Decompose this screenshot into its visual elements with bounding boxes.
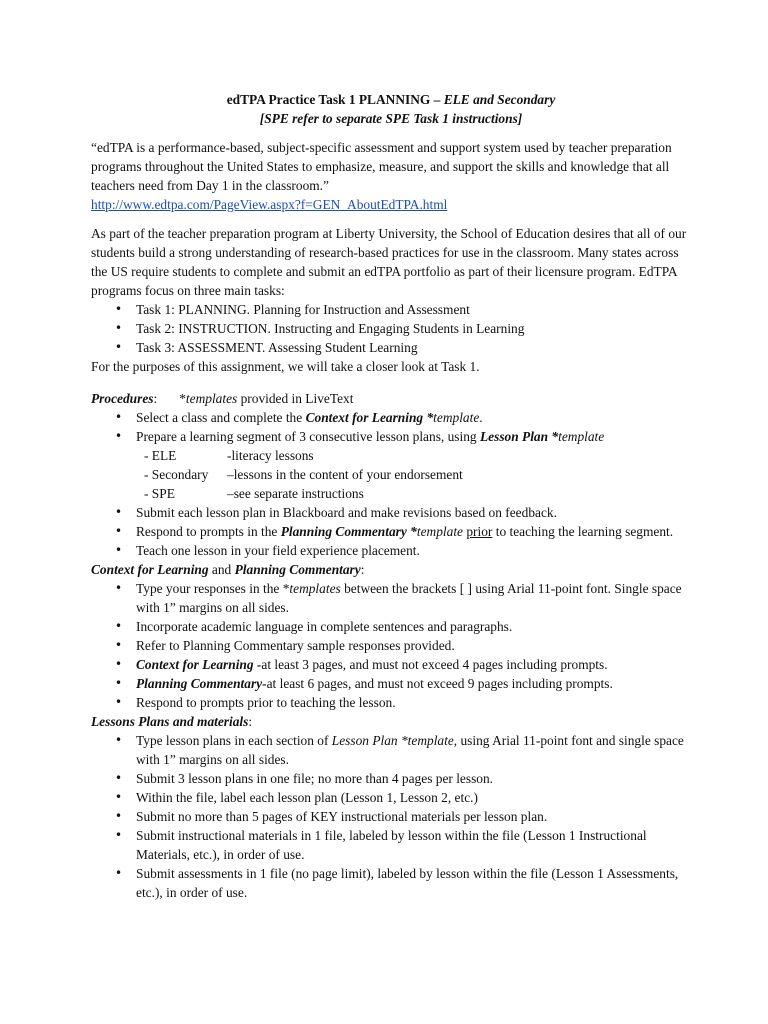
list-item: • Submit 3 lesson plans in one file; no more than 4 pages per lesson. — [91, 769, 691, 788]
edtpa-link[interactable]: http://www.edtpa.com/PageView.aspx?f=GEN_AboutEdTPA.html — [91, 197, 448, 212]
list-item: • Task 1: PLANNING. Planning for Instruction and Assessment — [91, 300, 691, 319]
list-item — [91, 655, 691, 674]
list-item: • Task 2: INSTRUCTION. Instructing and Engaging Students in Learning — [91, 319, 691, 338]
sub-key: - ELE — [144, 448, 177, 463]
task-list — [91, 300, 691, 357]
list-item: • Within the file, label each lesson plan (Lesson 1, Lesson 2, etc.) — [91, 788, 691, 807]
item-emphasis: templates — [289, 581, 341, 596]
commentary-label: Planning Commentary — [234, 562, 361, 577]
item-emphasis: template — [433, 410, 480, 425]
list-item: • Submit each lesson plan in Blackboard and make revisions based on feedback. — [91, 503, 691, 522]
heading-and: and — [208, 562, 235, 577]
list-item: • Submit no more than 5 pages of KEY instructional materials per lesson plan. — [91, 807, 691, 826]
lessons-heading — [91, 712, 691, 731]
list-item: • Respond to prompts prior to teaching the lesson. — [91, 693, 691, 712]
list-item — [91, 579, 691, 617]
document-title — [91, 90, 691, 109]
intro-closing: For the purposes of this assignment, we will take a closer look at Task 1. — [91, 359, 480, 374]
title-emphasis: ELE and Secondary — [443, 92, 556, 107]
list-item — [91, 408, 691, 427]
note-text: provided in LiveText — [237, 391, 354, 406]
lessons-label: Lessons Plans and materials — [91, 714, 249, 729]
note-emphasis: templates — [185, 391, 238, 406]
sub-key: - Secondary — [144, 467, 209, 482]
list-item: • Incorporate academic language in complete sentences and paragraphs. — [91, 617, 691, 636]
list-item: • Refer to Planning Commentary sample responses provided. — [91, 636, 691, 655]
item-bold: Planning Commentary * — [280, 524, 417, 539]
item-text: , using Arial 11-point font and single space with 1” margins on all sides. — [136, 733, 684, 767]
intro-paragraph: As part of the teacher preparation program at Liberty University, the School of Education desires that all of our students build a strong understanding of research-based practices for use in the classroom. Many states across the US require students to complete and submit an edTPA portfolio as part of their licensure program. EdTPA programs focus on three main tasks: — [91, 226, 687, 298]
list-item: • Teach one lesson in your field experience placement. — [91, 541, 691, 560]
item-text: Type lesson plans in each section of — [136, 733, 332, 748]
title-text: edTPA Practice Task 1 PLANNING – — [226, 92, 444, 107]
item-text: at least 6 pages, and must not exceed 9 pages including prompts. — [266, 676, 613, 691]
procedures-list — [91, 408, 691, 446]
note-star: * — [179, 391, 186, 406]
edtpa-quote: “edTPA is a performance-based, subject-specific assessment and support system used by teacher preparation programs throughout the United States to emphasize, measure, and support the skills and knowledge that all teachers need from Day 1 in the classroom.” — [91, 140, 672, 193]
list-item — [91, 674, 691, 693]
lessons-list — [91, 731, 691, 902]
list-item — [91, 522, 691, 541]
item-underline: prior — [466, 524, 493, 539]
heading-colon: : — [360, 562, 365, 577]
item-text: Respond to prompts in the — [136, 524, 281, 539]
item-text: . — [479, 410, 483, 425]
document-page — [91, 90, 691, 902]
list-item — [91, 427, 691, 446]
list-item: • Task 3: ASSESSMENT. Assessing Student Learning — [91, 338, 691, 357]
document-subtitle — [91, 109, 691, 128]
sub-item-secondary — [91, 465, 691, 484]
item-text: Select a class and complete the — [136, 410, 306, 425]
item-bold: Lesson Plan * — [479, 429, 559, 444]
item-text: Type your responses in the * — [136, 581, 290, 596]
sub-value: -literacy lessons — [227, 448, 314, 463]
heading-colon: : — [248, 714, 253, 729]
context-label: Context for Learning — [91, 562, 209, 577]
item-bold: Planning Commentary- — [136, 676, 267, 691]
sub-item-spe — [91, 484, 691, 503]
list-item: • Submit assessments in 1 file (no page limit), labeled by lesson within the file (Lesson 1 Assessments, etc.), in order of use. — [91, 864, 691, 902]
sub-item-ele — [91, 446, 691, 465]
item-text: to teaching the learning segment. — [492, 524, 674, 539]
procedures-colon: : — [153, 391, 158, 406]
item-emphasis: template — [416, 524, 463, 539]
list-item — [91, 731, 691, 769]
item-bold: Context for Learning * — [305, 410, 434, 425]
list-item: • Submit instructional materials in 1 file, labeled by lesson within the file (Lesson 1 Instructional Materials, etc.), in order of use. — [91, 826, 691, 864]
subtitle-text: [SPE refer to separate SPE Task 1 instructions] — [259, 111, 523, 126]
context-heading — [91, 560, 691, 579]
procedures-label: Procedures — [91, 391, 154, 406]
item-text: Prepare a learning segment of 3 consecutive lesson plans, using — [136, 429, 480, 444]
context-list — [91, 579, 691, 712]
procedures-list-continued — [91, 503, 691, 560]
sub-value: –lessons in the content of your endorsement — [227, 467, 463, 482]
item-bold: Context for Learning - — [136, 657, 262, 672]
item-emphasis: Lesson Plan *template — [331, 733, 454, 748]
item-emphasis: template — [558, 429, 605, 444]
sub-key: - SPE — [144, 486, 175, 501]
item-text: between the brackets [ ] using Arial 11-point font. Single space with 1” margins on all sides. — [136, 581, 682, 615]
procedures-heading — [91, 389, 691, 408]
sub-value: –see separate instructions — [227, 486, 364, 501]
item-text: at least 3 pages, and must not exceed 4 pages including prompts. — [261, 657, 608, 672]
